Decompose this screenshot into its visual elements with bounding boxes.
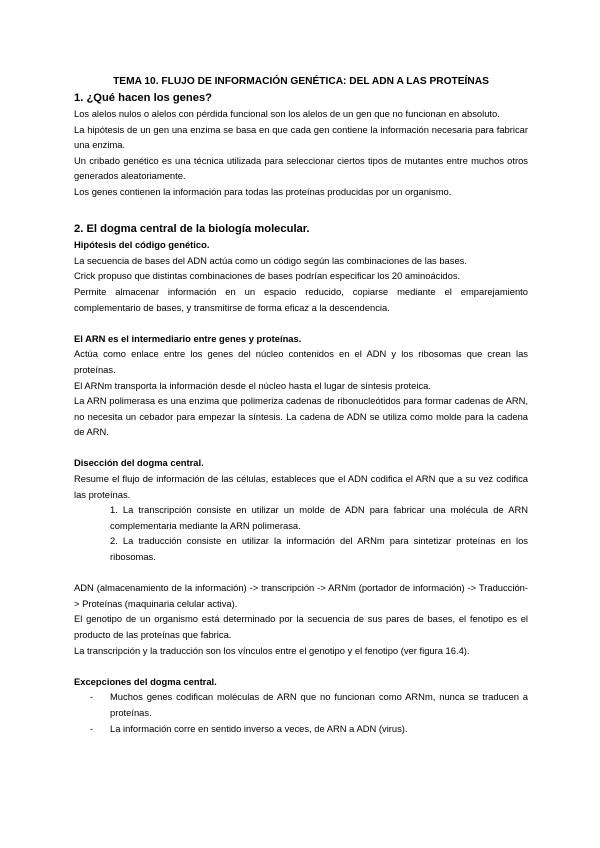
subsection-heading: Excepciones del dogma central.	[74, 675, 217, 687]
paragraph: Permite almacenar información en un espacio reducido, copiarse mediante el emparejamiento complementario de bases, y transmitirse de forma eficaz a la descendencia.	[74, 285, 528, 313]
paragraph: El genotipo de un organismo está determinado por la secuencia de sus pares de bases, el fenotipo es el producto de las proteínas que fabrica.	[74, 613, 528, 640]
list-item-text: Muchos genes codifican moléculas de ARN que no funcionan como ARNm, nunca se traducen a proteínas.	[110, 691, 528, 718]
dash-marker: -	[90, 691, 94, 703]
numbered-item: 2. La traducción consiste en utilizar la información del ARNm para sintetizar proteínas en los ribosomas.	[110, 535, 528, 563]
list-item	[74, 721, 528, 737]
paragraph: La secuencia de bases del ADN actúa como un código según las combinaciones de las bases.	[74, 254, 467, 266]
paragraph: Los alelos nulos o alelos con pérdida funcional son los alelos de un gen que no funcionan en absoluto.	[74, 108, 500, 119]
paragraph: La ARN polimerasa es una enzima que polimeriza cadenas de ribonucleótidos para formar cadenas de ARN, no necesita un cebador para empezar la síntesis. La cadena de ADN se utiliza como molde para la cadena de ARN.	[74, 395, 528, 438]
document-body	[74, 74, 528, 736]
dash-marker: -	[90, 722, 94, 734]
paragraph: Crick propuso que distintas combinaciones de bases podrían especificar los 20 aminoácidos.	[74, 270, 461, 282]
list-item	[74, 689, 528, 720]
subsection-heading: Disección del dogma central.	[74, 457, 204, 469]
paragraph: Actúa como enlace entre los genes del núcleo contenidos en el ADN y los ribosomas que crean las proteínas.	[74, 348, 528, 375]
paragraph: ADN (almacenamiento de la información) -> transcripción -> ARNm (portador de información) -> Traducción-> Proteínas (maquinaria celular activa).	[74, 582, 528, 609]
subsection-heading: El ARN es el intermediario entre genes y proteínas.	[74, 332, 302, 344]
paragraph: La hipótesis de un gen una enzima se basa en que cada gen contiene la información necesaria para fabricar una enzima.	[74, 123, 528, 151]
paragraph: Resume el flujo de información de las células, estableces que el ADN codifica el ARN que a su vez codifica las proteínas.	[74, 473, 528, 500]
paragraph: Los genes contienen la información para todas las proteínas producidas por un organismo.	[74, 185, 452, 197]
section-1-heading: 1. ¿Qué hacen los genes?	[74, 92, 213, 104]
paragraph: Un cribado genético es una técnica utilizada para seleccionar ciertos tipos de mutantes entre muchos otros generados aleatoriamente.	[74, 154, 528, 182]
page-title: TEMA 10. FLUJO DE INFORMACIÓN GENÉTICA: DEL ADN A LAS PROTEÍNAS	[113, 76, 489, 87]
subsection-heading: Hipótesis del código genético.	[74, 239, 210, 251]
paragraph: La transcripción y la traducción son los vínculos entre el genotipo y el fenotipo (ver figura 16.4).	[74, 644, 470, 656]
numbered-item: 1. La transcripción consiste en utilizar un molde de ADN para fabricar una molécula de ARN complementaria mediante la ARN polimerasa.	[110, 504, 528, 531]
list-item-text: La información corre en sentido inverso a veces, de ARN a ADN (virus).	[110, 722, 408, 734]
paragraph: El ARNm transporta la información desde el núcleo hasta el lugar de síntesis proteica.	[74, 379, 431, 391]
section-2-heading: 2. El dogma central de la biología molecular.	[74, 223, 310, 236]
